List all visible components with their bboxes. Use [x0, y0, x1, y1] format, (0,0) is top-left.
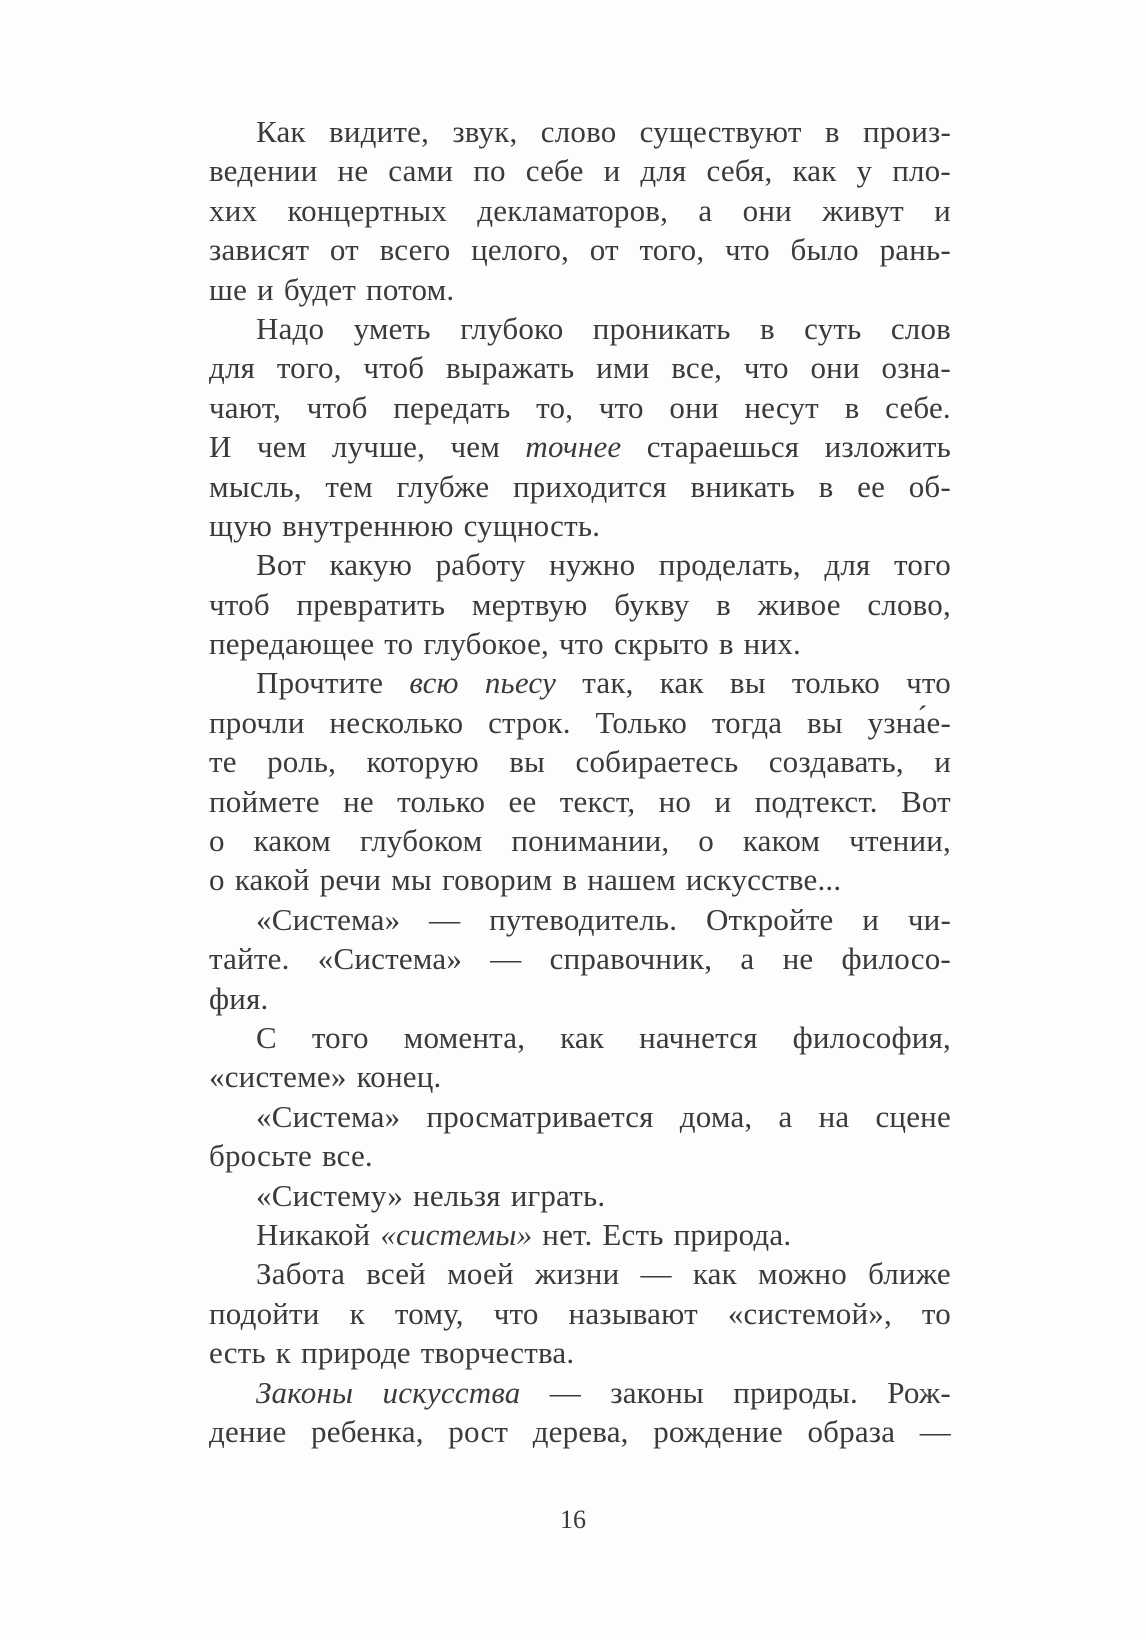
- text-line: Прочтите всю пьесу так, как вы только что: [256, 665, 951, 701]
- text-line: Законы искусства — законы природы. Рож-: [256, 1374, 951, 1410]
- text-line: поймете не только ее текст, но и подтекст. Вот: [209, 783, 951, 819]
- text-line: Никакой «системы» нет. Есть природа.: [256, 1216, 792, 1252]
- text-line: прочли несколько строк. Только тогда вы узна́е-: [209, 704, 951, 740]
- text-line: щую внутреннюю сущность.: [209, 507, 601, 543]
- text-line: И чем лучше, чем точнее стараешься изложить: [209, 429, 951, 465]
- text-line: передающее то глубокое, что скрыто в них.: [209, 626, 801, 662]
- text-line: Забота всей моей жизни — как можно ближе: [256, 1256, 951, 1292]
- text-line: мысль, тем глубже приходится вникать в ее об-: [209, 468, 951, 504]
- text-line: те роль, которую вы собираетесь создавать, и: [209, 744, 951, 780]
- text-line: «Систему» нельзя играть.: [256, 1177, 606, 1213]
- text-line: С того момента, как начнется философия,: [256, 1019, 951, 1055]
- text-line: «Система» просматривается дома, а на сцене: [256, 1098, 951, 1134]
- text-line: Вот какую работу нужно проделать, для того: [256, 547, 951, 583]
- text-line: чтоб превратить мертвую букву в живое слово,: [209, 586, 951, 622]
- text-line: зависят от всего целого, от того, что было рань-: [209, 232, 951, 268]
- text-line: бросьте все.: [209, 1138, 373, 1174]
- text-line: дение ребенка, рост дерева, рождение образа —: [209, 1413, 951, 1449]
- text-line: Надо уметь глубоко проникать в суть слов: [256, 310, 951, 346]
- text-line: ведении не сами по себе и для себя, как у пло-: [209, 153, 951, 189]
- text-line: о какой речи мы говорим в нашем искусстве...: [209, 862, 842, 898]
- text-line: есть к природе творчества.: [209, 1335, 575, 1371]
- text-line: тайте. «Система» — справочник, а не филосо-: [209, 941, 951, 977]
- text-line: «Система» — путеводитель. Откройте и чи-: [256, 901, 951, 937]
- text-line: чают, чтоб передать то, что они несут в себе.: [209, 389, 951, 425]
- text-line: ше и будет потом.: [209, 271, 455, 307]
- text-line: Как видите, звук, слово существуют в произ-: [256, 114, 951, 149]
- text-line: «системе» конец.: [209, 1059, 442, 1095]
- page-number: 16: [560, 1505, 586, 1534]
- text-line: подойти к тому, что называют «системой», то: [209, 1295, 951, 1331]
- body-text: [209, 112, 951, 1451]
- text-line: для того, чтоб выражать ими все, что они озна-: [209, 350, 951, 386]
- text-line: хих концертных декламаторов, а они живут и: [209, 192, 951, 228]
- text-line: фия.: [209, 980, 269, 1016]
- text-line: о каком глубоком понимании, о каком чтении,: [209, 823, 951, 859]
